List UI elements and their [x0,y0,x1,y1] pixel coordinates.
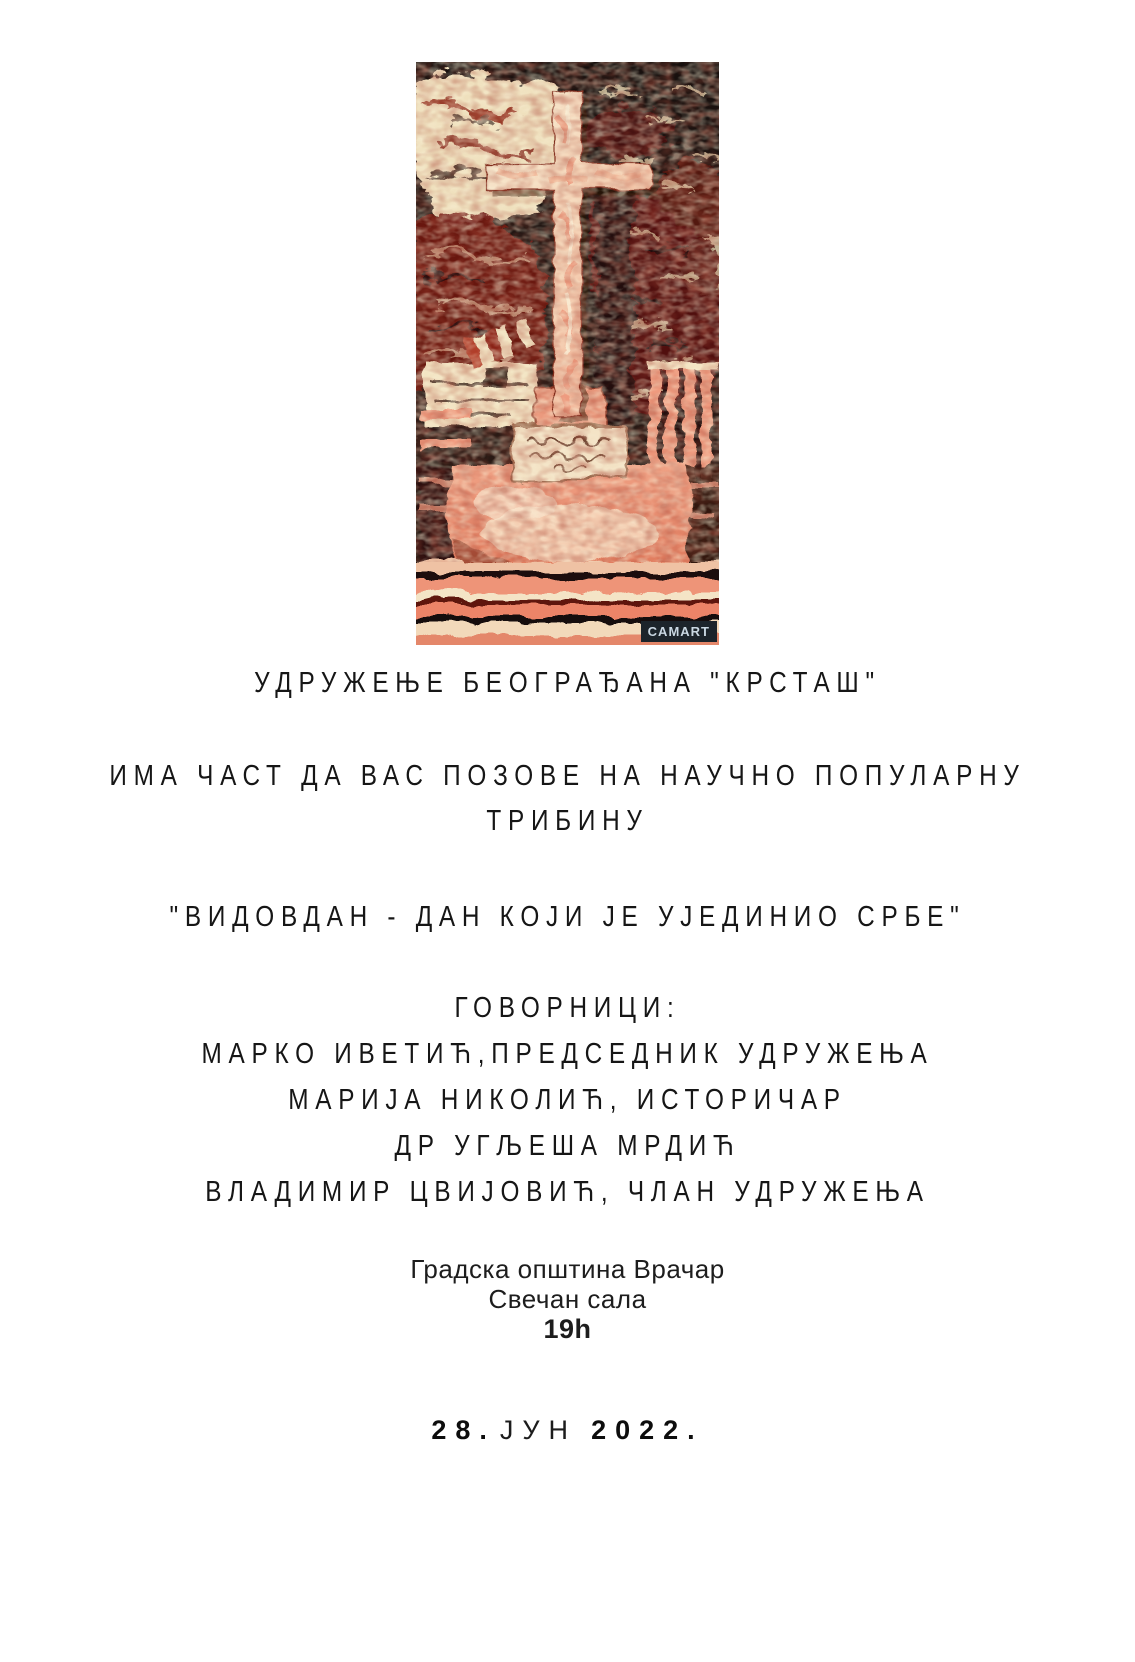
event-date [0,1407,1135,1453]
venue-name: Градска општина Врачар [410,1254,725,1284]
event-time: 19h [543,1314,592,1344]
speakers-heading: ГОВОРНИЦИ: [454,992,681,1024]
cross-monument-artwork [416,62,719,645]
venue-section [0,1254,1135,1344]
speaker-item: МАРКО ИВЕТИЋ,ПРЕДСЕДНИК УДРУЖЕЊА [201,1038,934,1070]
speaker-item: ДР УГЉЕША МРДИЋ [394,1130,741,1162]
event-date-year: 2022. [591,1415,704,1445]
lecture-title: "ВИДОВДАН - ДАН КОЈИ ЈЕ УЈЕДИНИО СРБЕ" [169,901,966,933]
speakers-section [91,985,1044,1215]
event-date-month: ЈУН [499,1415,578,1445]
venue-hall: Свечан сала [488,1284,647,1314]
poster-page [0,62,1135,1662]
speaker-item: МАРИЈА НИКОЛИЋ, ИСТОРИЧАР [288,1084,847,1116]
cross-monument-illustration [416,62,719,645]
invitation-line-1: ИМА ЧАСТ ДА ВАС ПОЗОВЕ НА НАУЧНО ПОПУЛАРНУ [109,760,1026,792]
speaker-item: ВЛАДИМИР ЦВИЈОВИЋ, ЧЛАН УДРУЖЕЊА [205,1176,930,1208]
camart-watermark: CAMART [641,621,717,642]
invitation-text [91,754,1044,844]
association-name: УДРУЖЕЊЕ БЕОГРАЂАНА "КРСТАШ" [254,667,881,699]
invitation-line-2: ТРИБИНУ [486,805,649,837]
event-date-day: 28. [431,1415,496,1445]
